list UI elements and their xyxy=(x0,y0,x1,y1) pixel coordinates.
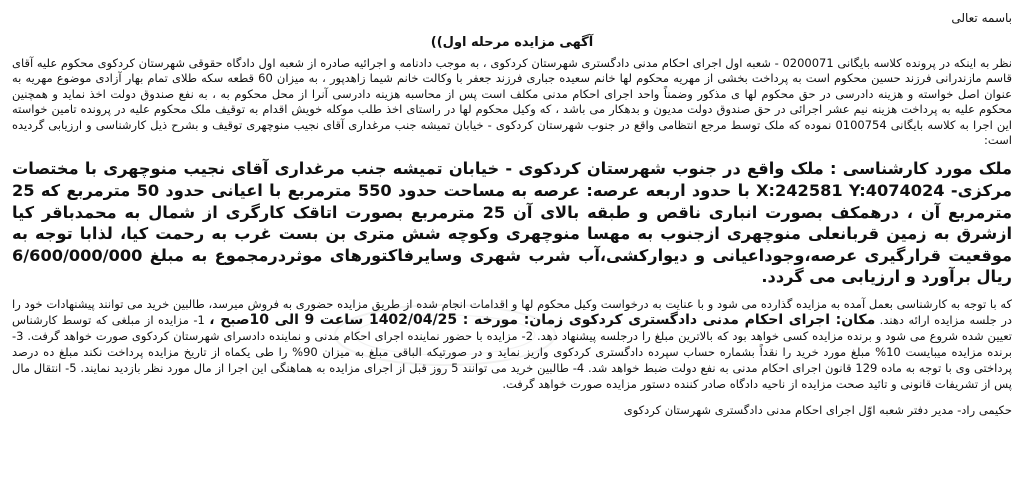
auction-terms-paragraph xyxy=(12,296,1012,392)
case-description-paragraph: نظر به اینکه در پرونده کلاسه بایگانی 0200071 - شعبه اول اجرای احکام مدنی دادگستری شهرستان کردکوی ، به موجب دادنامه و اجرائیه صادره از شعبه اول دادگاه حقوقی شهرستان کردکوی محکوم علیه آقای قاسم مازندرانی فرزند حسین محکوم است به پرداخت بخشی از مهریه محکوم لها خانم سعیده جباری فرزند جعفر با وکالت خانم شیما زاهدپور ، به میزان 60 قطعه سکه طلای تمام بهار آزادی موضوع مهریه به عنوان اصل خواسته و هزینه دادرسی در حق محکوم لها ی مذکور وضمناً واحد اجرای احکام مدنی مکلف است پس از محاسبه هزینه دادرسی آنرا از محل محکوم به ، به نفع صندوق دولت اخذ نماید و همچنین محکوم علیه به پرداخت هزینه نیم عشر اجرائی در حق صندوق دولت مدیون و بدهکار می باشد ، که وکیل محکوم لها در راستای اخذ طلب موکله خویش اقدام به توقیف ملک محکوم علیه در پرونده تامین خواسته این اجرا به کلاسه بایگانی 0100754 نموده که ملک توسط مرجع انتظامی واقع در جنوب شهرستان کردکوی - خیابان تمیشه جنب مرغداری آقای نجیب منوچهری توقیف و بشرح ذیل کارشناسی و ارزیابی گردیده است: xyxy=(12,56,1012,148)
bismillah-heading: باسمه تعالی xyxy=(951,11,1012,25)
auction-place-time-text: مکان: اجرای احکام مدنی دادگستری کردکوی زمان: مورخه : 1402/04/25 ساعت 9 الی 10صبح ، xyxy=(209,312,876,328)
property-expertise-paragraph: ملک مورد کارشناسی : ملک واقع در جنوب شهرستان کردکوی - خیابان تمیشه جنب مرغداری آقای نجیب منوچهری با مختصات مرکزی- X:242581 Y:4074024 با حدود اربعه عرصه: عرصه به مساحت حدود 550 مترمربع با اعیانی حدود 50 مترمربع که 25 مترمربع آن ، درهمکف بصورت انباری ناقص و طبقه بالای آن 25 مترمربع بصورت اتاقک کارگری از شمال به محمدباقر کیا ازشرق به زمین قربانعلی منوچهری ازجنوب به مهسا منوچهری وکوچه شش متری بن بست غرب به رحمت کیا، لذابا توجه به موقعیت قرارگیری عرصه،وجوداعیانی و دیوارکشی،آب شرب شهری وسایرفاکتورهای موثردرمجموع به مبلغ 6/600/000/000 ریال برآورد و ارزیابی می گردد. xyxy=(12,159,1012,287)
signature-line: حکیمی راد- مدیر دفتر شعبه اوّل اجرای احکام مدنی دادگستری شهرستان کردکوی xyxy=(623,403,1012,417)
notice-title: آگهی مزایده مرحله اول)) xyxy=(430,35,594,50)
auction-conditions-text: 1- مزایده از مبلغی که توسط کارشناس تعیین شده شروع می شود و برنده مزایده کسی خواهد بود که بالاترین مبلغ را درجلسه پیشنهاد دهد. 2- مزایده با حضور نماینده اجرای احکام مدنی و نماینده دادسرای شهرستان کردکوی صورت خواهد گرفت. 3-برنده مزایده میبایست 10% مبلغ مورد خرید را نقداً بشماره حساب سپرده دادگستری کردکوی واریز نماید و در صورتیکه الباقی مبلغ به میزان 90% را طی یکماه از تاریخ مزایده پرداخت نکند مبلغ ده درصد پرداختی وی با توجه به ماده 129 قانون اجرای احکام مدنی به نفع دولت ضبط خواهد شد. 4- طالبین خرید می توانند 5 روز قبل از اجرای مزایده به هماهنگی این اجرا از مال مورد نظر بازدید نمایند. 5- انتقال مال پس از تشریفات قانونی و تائید صحت مزایده از ناحیه دادگاه صادر کننده دستور مزایده صورت خواهد گرفت. xyxy=(12,313,1013,391)
auction-intro-text: که با توجه به کارشناسی بعمل آمده به مزایده گذارده می شود و با عنایت به درخواست وکیل محکوم لها و اقدامات انجام شده از طریق مزایده حضوری به فروش میرسد، طالبین خرید می توانند پیشنهادات خود را در جلسه مزایده ارائه دهند. xyxy=(12,297,1012,327)
